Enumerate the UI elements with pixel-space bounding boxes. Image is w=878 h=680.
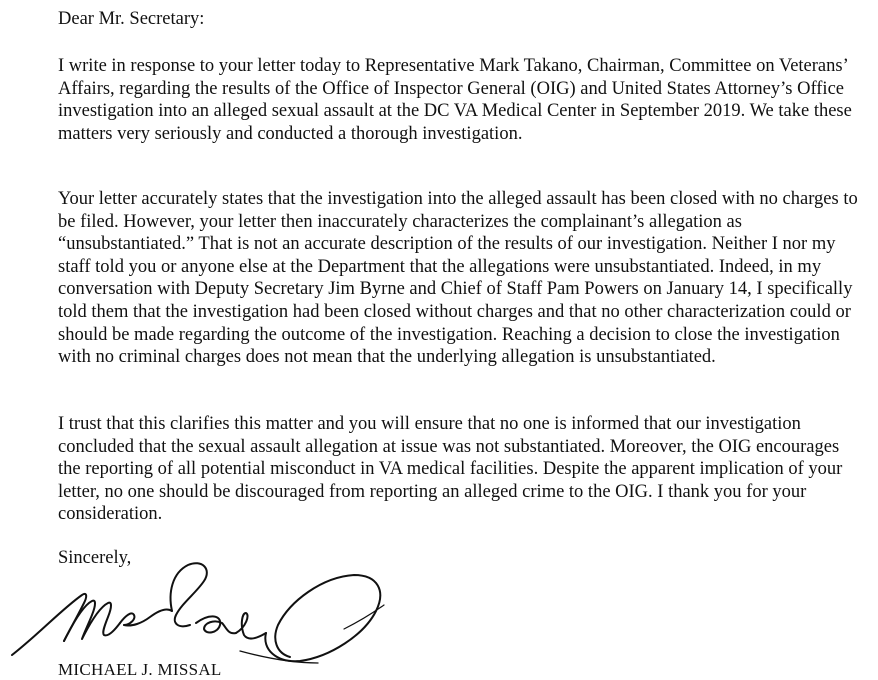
salutation: Dear Mr. Secretary: — [58, 9, 205, 29]
paragraph-2: Your letter accurately states that the investigation into the alleged assault has been closed with no charges to be filed. However, your letter then inaccurately characterizes the complainant’s allegation as “unsubstantiated.” That is not an accurate description of the results of our investigation. Neither I nor my staff told you or anyone else at the Department that the allegations were unsubstantiated. Indeed, in my conversation with Deputy Secretary Jim Byrne and Chief of Staff Pam Powers on January 14, I specifically told them that the investigation had been closed without charges and that no other characterization could or should be made regarding the outcome of the investigation. Reaching a decision to close the investigation with no criminal charges does not mean that the underlying allegation is unsubstantiated. — [58, 189, 858, 368]
paragraph-3: I trust that this clarifies this matter and you will ensure that no one is informed that our investigation concluded that the sexual assault allegation at issue was not substantiated. Moreover, the OIG encourages the reporting of all potential misconduct in VA medical facilities. Despite the apparent implication of your letter, no one should be discouraged from reporting an alleged crime to the OIG. I thank you for your consideration. — [58, 414, 843, 525]
signature-image — [0, 545, 420, 670]
signer-name: MICHAEL J. MISSAL — [58, 660, 222, 679]
paragraph-1: I write in response to your letter today to Representative Mark Takano, Chairman, Committee on Veterans’ Affairs, regarding the results of the Office of Inspector General (OIG) and United States Attorney’s Office investigation into an alleged sexual assault at the DC VA Medical Center in September 2019. We take these matters very seriously and conducted a thorough investigation. — [58, 56, 852, 144]
closing: Sincerely, — [58, 548, 132, 568]
